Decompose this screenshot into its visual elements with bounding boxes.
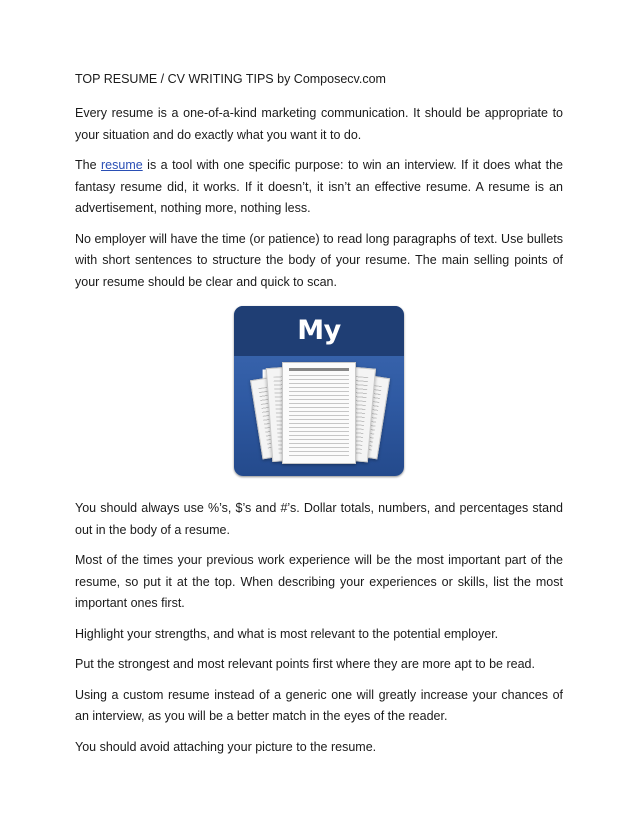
paragraph-3: No employer will have the time (or patience) to read long paragraphs of text. Use bullets with short sentences to structure the body of your resume. The main selling points of your resume should be clear and quick to scan. <box>75 231 563 289</box>
paragraph-8: Using a custom resume instead of a generic one will greatly increase your chances of an interview, as you will be a better match in the eyes of the reader. <box>75 687 563 723</box>
paragraph-7: Put the strongest and most relevant points first where they are more apt to be read. <box>75 657 535 671</box>
paragraph-2-lead: The <box>75 158 102 172</box>
my-resume-image <box>234 306 404 476</box>
paragraph-1: Every resume is a one-of-a-kind marketing communication. It should be appropriate to your situation and do exactly what you want it to do. <box>75 106 563 142</box>
document-title: TOP RESUME / CV WRITING TIPS by Composecv.com <box>75 72 386 86</box>
paragraph-5: Most of the times your previous work experience will be the most important part of the resume, so put it at the top. When describing your experiences or skills, list the most important ones first. <box>75 553 563 610</box>
resume-link[interactable]: resume <box>101 158 143 172</box>
paragraph-2 <box>75 155 563 220</box>
paragraph-9: You should avoid attaching your picture to the resume. <box>75 739 377 754</box>
resume-sheet-front-icon <box>282 362 356 464</box>
paragraph-2-rest: is a tool with one specific purpose: to win an interview. If it does what the fantasy resume did, it works. If it doesn’t, it isn’t an effective resume. A resume is an advertisement, nothing more, nothing less. <box>75 158 563 215</box>
my-resume-heading: My <box>234 306 404 356</box>
paragraph-6: Highlight your strengths, and what is most relevant to the potential employer. <box>75 626 499 641</box>
paragraph-4: You should always use %’s, $’s and #’s. Dollar totals, numbers, and percentages stand out in the body of a resume. <box>75 501 563 537</box>
document-page <box>75 70 563 767</box>
